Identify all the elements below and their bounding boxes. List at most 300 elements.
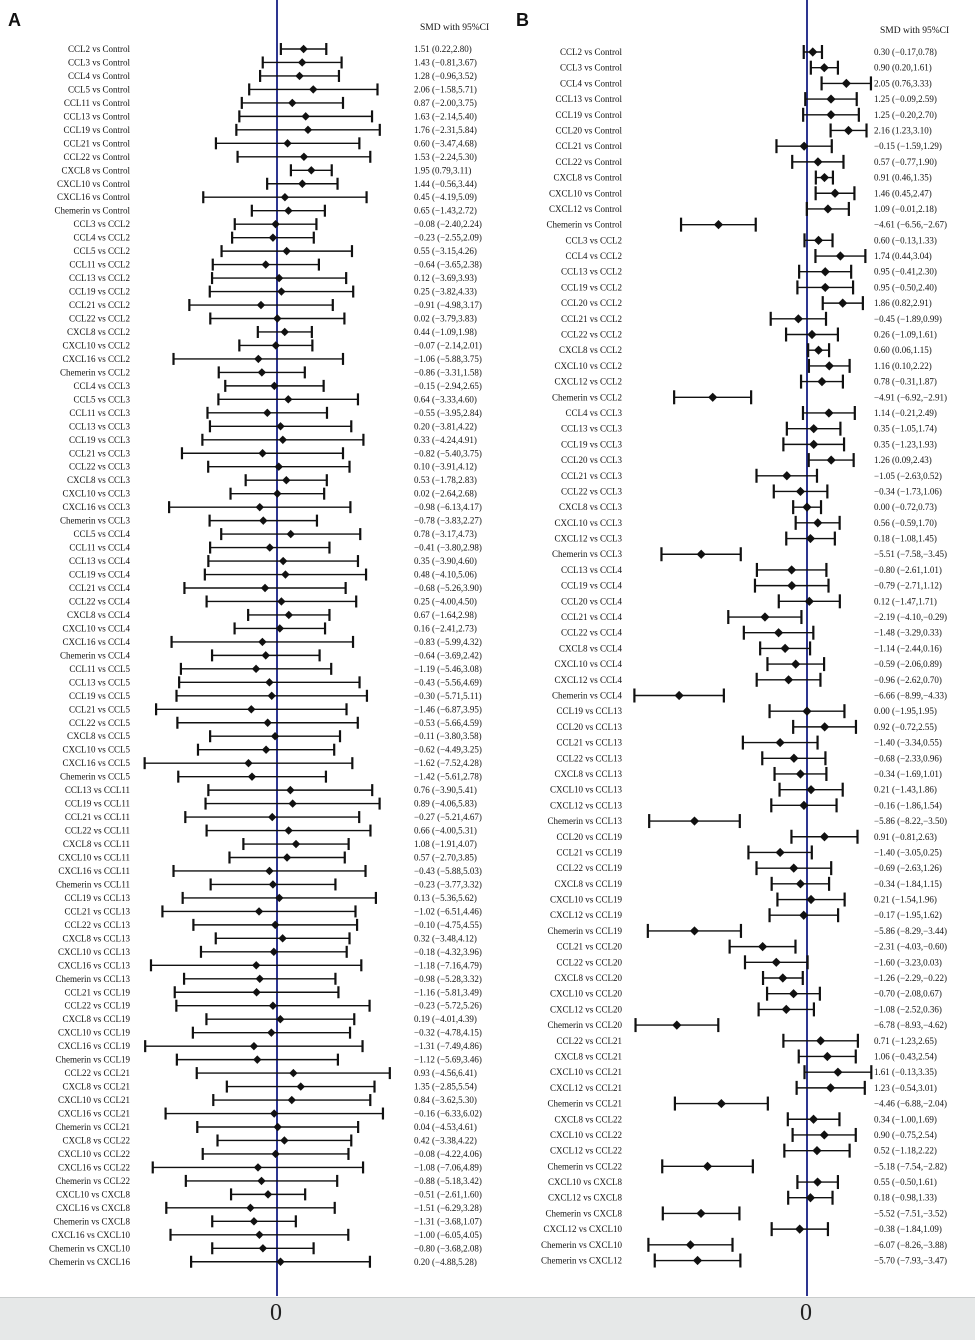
ci-text: 1.95 (0.79,3.11): [414, 165, 472, 176]
ci-text: 0.57 (−0.77,1.90): [874, 156, 937, 167]
row-label: CCL11 vs Control: [63, 97, 130, 108]
smd-point: [271, 732, 279, 740]
forest-row: [565, 406, 936, 420]
row-label: CCL22 vs CCL4: [68, 596, 130, 607]
smd-point: [789, 864, 798, 873]
forest-row: [554, 1112, 936, 1126]
smd-point: [263, 719, 271, 727]
smd-point: [690, 926, 699, 935]
forest-row: [69, 582, 482, 594]
row-label: CCL5 vs CCL3: [73, 394, 130, 405]
ci-text: 0.02 (−3.79,3.83): [414, 313, 477, 324]
row-label: Chemerin vs Control: [54, 205, 130, 216]
smd-point: [844, 126, 853, 135]
smd-point: [269, 233, 277, 241]
ci-text: −0.10 (−4.75,4.55): [414, 919, 482, 930]
ci-text: 1.28 (−0.96,3.52): [414, 70, 477, 81]
smd-point: [781, 644, 790, 653]
row-label: CCL22 vs CCL11: [64, 825, 130, 836]
forest-row: [560, 61, 932, 75]
row-label: CCL21 vs CCL19: [64, 987, 130, 998]
smd-point: [298, 58, 306, 66]
row-label: CXCL8 vs CCL13: [554, 768, 622, 779]
row-label: CXCL8 vs CCL3: [66, 475, 130, 486]
ci-text: 1.06 (−0.43,2.54): [874, 1051, 937, 1062]
smd-point: [287, 530, 295, 538]
row-label: CCL4 vs CCL3: [565, 407, 622, 418]
forest-row: [561, 422, 937, 436]
forest-row: [561, 484, 942, 498]
smd-point: [281, 570, 289, 578]
row-label: CXCL8 vs CCL5: [66, 731, 130, 742]
forest-row: [546, 1206, 947, 1220]
forest-row: [550, 1128, 937, 1142]
forest-row: [69, 299, 482, 311]
ci-text: 0.60 (−3.47,4.68): [414, 138, 477, 149]
row-label: Chemerin vs CCL2: [552, 392, 622, 403]
ci-text: 1.16 (0.10,2.22): [874, 360, 932, 371]
smd-point: [246, 1204, 254, 1212]
row-label: CCL13 vs CCL3: [560, 423, 622, 434]
ci-text: −0.15 (−1.59,1.29): [874, 141, 942, 152]
row-label: CXCL8 vs CCL13: [62, 933, 130, 944]
smd-point: [830, 189, 839, 198]
row-label: CXCL8 vs CCL21: [62, 1081, 130, 1092]
ci-text: 0.52 (−1.18,2.22): [874, 1145, 937, 1156]
forest-row: [63, 124, 476, 136]
row-label: CCL3 vs CCL2: [565, 235, 622, 246]
x-axis-strip: [0, 1297, 975, 1340]
ci-text: −6.78 (−8.93,−4.62): [874, 1020, 947, 1031]
smd-point: [714, 220, 723, 229]
smd-point: [248, 772, 256, 780]
ci-text: 1.51 (0.22,2.80): [414, 44, 472, 54]
ci-text: −0.43 (−5.88,5.03): [414, 865, 482, 876]
row-label: CXCL12 vs CCL3: [554, 533, 622, 544]
ci-text: −0.80 (−3.68,2.08): [414, 1243, 482, 1254]
forest-row: [56, 973, 482, 985]
forest-row: [67, 730, 482, 742]
forest-row: [550, 1081, 937, 1095]
row-label: CCL13 vs CCL4: [68, 556, 130, 567]
row-label: CCL19 vs CCL4: [560, 580, 622, 591]
ci-text: −4.46 (−6.88,−2.04): [874, 1098, 947, 1109]
forest-row: [58, 1108, 482, 1120]
row-label: CCL21 vs CCL5: [68, 704, 130, 715]
smd-point: [250, 1217, 258, 1225]
smd-point: [257, 1177, 265, 1185]
ci-text: 0.25 (−4.00,4.50): [414, 596, 477, 607]
smd-point: [277, 287, 285, 295]
ci-text: 1.53 (−2.24,5.30): [414, 151, 477, 162]
smd-point: [820, 173, 829, 182]
ci-text: 1.76 (−2.31,5.84): [414, 124, 477, 135]
forest-row: [553, 171, 931, 185]
smd-point: [787, 581, 796, 590]
forest-row: [541, 1254, 947, 1268]
forest-row: [56, 1202, 482, 1214]
row-label: CXCL10 vs CCL4: [554, 659, 622, 670]
forest-row: [556, 845, 941, 859]
forest-row: [69, 272, 477, 284]
forest-row: [60, 366, 482, 378]
smd-point: [262, 746, 270, 754]
ci-text: −5.86 (−8.29,−3.44): [874, 925, 947, 936]
ci-text: −1.18 (−7.16,4.79): [414, 960, 482, 971]
ci-text: 1.44 (−0.56,3.44): [414, 178, 477, 189]
ci-text: 1.25 (−0.20,2.70): [874, 109, 937, 120]
row-label: CXCL8 vs CCL19: [62, 1014, 130, 1025]
forest-row: [560, 45, 937, 59]
row-label: Chemerin vs CCL13: [55, 973, 130, 984]
forest-row: [62, 488, 476, 500]
smd-point: [816, 1036, 825, 1045]
row-label: CXCL12 vs CCL4: [554, 674, 622, 685]
forest-row: [51, 1229, 481, 1241]
forest-row: [73, 393, 476, 405]
smd-point: [690, 816, 699, 825]
row-label: CCL4 vs CCL2: [565, 251, 622, 262]
ci-text: 0.93 (−4.56,6.41): [414, 1068, 477, 1079]
ci-text: 0.91 (−0.81,2.63): [874, 831, 937, 842]
forest-row: [552, 547, 947, 561]
row-label: CXCL12 vs Control: [548, 203, 622, 214]
ci-text: −0.32 (−4.78,4.15): [414, 1027, 482, 1038]
forest-row: [556, 751, 941, 765]
ci-text: 1.74 (0.44,3.04): [874, 251, 932, 262]
forest-row: [554, 359, 931, 373]
ci-text: −0.68 (−5.26,3.90): [414, 583, 482, 593]
row-label: CCL20 vs CCL2: [560, 298, 622, 309]
forest-row: [565, 249, 931, 263]
forest-row: [561, 469, 942, 483]
smd-point: [820, 832, 829, 841]
smd-point: [697, 550, 706, 559]
forest-row: [550, 1144, 937, 1158]
ci-text: −0.80 (−2.61,1.01): [874, 564, 942, 575]
forest-row: [565, 233, 936, 247]
forest-row: [61, 164, 471, 176]
smd-point: [267, 1028, 275, 1036]
forest-row: [63, 838, 477, 850]
ci-text: −0.68 (−2.33,0.96): [874, 753, 942, 764]
row-label: CXCL10 vs CXCL8: [55, 1189, 130, 1200]
smd-point: [279, 436, 287, 444]
smd-point: [842, 79, 851, 88]
ci-text: 1.09 (−0.01,2.18): [874, 203, 937, 214]
row-label: CXCL8 vs Control: [553, 172, 622, 183]
forest-row: [561, 626, 942, 640]
forest-row: [49, 1256, 477, 1268]
smd-point: [820, 63, 829, 72]
forest-row: [56, 1121, 477, 1133]
smd-point: [283, 853, 291, 861]
row-label: CCL11 vs CCL2: [69, 259, 130, 270]
forest-row: [69, 407, 482, 419]
ci-text: 0.25 (−3.82,4.33): [414, 286, 477, 297]
smd-point: [250, 1042, 258, 1050]
forest-row: [548, 814, 947, 828]
ci-text: −0.43 (−5.56,4.69): [414, 677, 482, 688]
smd-point: [309, 85, 317, 93]
row-label: CXCL8 vs CCL22: [554, 1114, 622, 1125]
ci-text: 0.02 (−2.64,2.68): [414, 488, 477, 499]
forest-row: [556, 955, 941, 969]
row-label: CCL21 vs CCL11: [64, 812, 130, 823]
ci-text: −5.18 (−7.54,−2.82): [874, 1161, 947, 1172]
smd-point: [254, 1163, 262, 1171]
ci-text: 0.57 (−2.70,3.85): [414, 852, 477, 863]
row-label: CCL4 vs Control: [67, 70, 130, 81]
row-label: CXCL10 vs CCL5: [62, 744, 130, 755]
forest-row: [68, 56, 477, 68]
smd-point: [802, 503, 811, 512]
row-label: CXCL8 vs CCL4: [558, 643, 622, 654]
row-label: CCL5 vs CCL4: [73, 529, 130, 540]
smd-point: [836, 251, 845, 260]
forest-row: [556, 830, 936, 844]
ci-text: −0.08 (−4.22,4.06): [414, 1148, 482, 1159]
smd-point: [826, 94, 835, 103]
smd-point: [295, 72, 303, 80]
smd-point: [284, 826, 292, 834]
row-label: CXCL12 vs CCL21: [549, 1082, 622, 1093]
forest-row: [555, 155, 936, 169]
row-label: Chemerin vs CCL20: [547, 1020, 622, 1031]
smd-point: [273, 489, 281, 497]
smd-point: [833, 1068, 842, 1077]
ci-text: 0.71 (−1.23,2.65): [874, 1035, 937, 1046]
smd-point: [262, 651, 270, 659]
smd-point: [809, 440, 818, 449]
ci-text: 0.78 (−3.17,4.73): [414, 529, 477, 540]
smd-point: [278, 934, 286, 942]
forest-row: [62, 757, 481, 769]
forest-row: [548, 1097, 947, 1111]
forest-row: [548, 1175, 937, 1189]
forest-row: [65, 798, 477, 810]
row-label: CCL19 vs CCL5: [68, 690, 130, 701]
forest-row: [62, 501, 481, 513]
row-label: CXCL10 vs CCL13: [57, 946, 130, 957]
smd-point: [796, 879, 805, 888]
smd-point: [256, 503, 264, 511]
ci-text: 0.67 (−1.64,2.98): [414, 609, 477, 620]
row-label: CCL22 vs CCL4: [560, 627, 622, 638]
ci-text: 0.04 (−4.53,4.61): [414, 1122, 477, 1132]
row-label: CCL21 vs CCL13: [556, 737, 622, 748]
smd-point: [282, 247, 290, 255]
ci-text: 0.26 (−1.09,1.61): [874, 329, 937, 340]
row-label: CCL13 vs Control: [555, 94, 622, 105]
row-label: CCL22 vs Control: [63, 151, 130, 162]
ci-text: 0.48 (−4.10,5.06): [414, 569, 477, 580]
row-label: CCL19 vs CCL3: [560, 439, 622, 450]
row-label: CCL13 vs CCL5: [68, 677, 130, 688]
ci-text: −1.06 (−5.88,3.75): [414, 353, 482, 364]
row-label: CXCL10 vs CXCL8: [547, 1177, 622, 1188]
forest-row: [548, 1159, 947, 1173]
row-label: Chemerin vs CCL13: [547, 816, 622, 827]
ci-text: −0.64 (−3.69,2.42): [414, 650, 482, 661]
ci-text: 1.61 (−0.13,3.35): [874, 1067, 937, 1078]
ci-text: 0.30 (−0.17,0.78): [874, 47, 937, 57]
ci-text: 1.63 (−2.14,5.40): [414, 111, 477, 122]
forest-row: [559, 343, 932, 357]
row-label: CCL13 vs CCL4: [560, 564, 622, 575]
smd-point: [774, 628, 783, 637]
ci-text: −0.55 (−3.95,2.84): [414, 407, 482, 418]
row-label: CXCL12 vs CCL19: [549, 910, 622, 921]
smd-point: [281, 328, 289, 336]
smd-point: [271, 921, 279, 929]
ci-text: −0.18 (−4.32,3.96): [414, 946, 482, 957]
row-label: CCL11 vs CCL5: [69, 663, 130, 674]
ci-text: 0.19 (−4.01,4.39): [414, 1014, 477, 1025]
ci-text: 0.90 (0.20,1.61): [874, 62, 932, 73]
row-label: CXCL12 vs CCL22: [549, 1145, 622, 1156]
forest-row: [58, 1027, 482, 1039]
panel-letter: B: [516, 10, 529, 30]
smd-point: [282, 476, 290, 484]
forest-row: [69, 447, 482, 459]
smd-point: [776, 738, 785, 747]
smd-point: [820, 722, 829, 731]
ci-text: 0.60 (−0.13,1.33): [874, 235, 937, 246]
forest-row: [556, 1034, 936, 1048]
ci-text: −1.60 (−3.23,0.03): [874, 957, 942, 968]
smd-point: [289, 1069, 297, 1077]
row-label: CCL21 vs CCL3: [560, 470, 622, 481]
ci-text: −6.66 (−8.99,−4.33): [874, 690, 947, 701]
ci-text: −0.23 (−2.55,2.09): [414, 232, 482, 243]
ci-text: 2.16 (1.23,3.10): [874, 125, 932, 136]
forest-row: [58, 1040, 482, 1052]
row-label: CCL22 vs CCL19: [64, 1000, 130, 1011]
ci-text: 0.90 (−0.75,2.54): [874, 1129, 937, 1140]
forest-row: [67, 609, 477, 621]
smd-point: [717, 1099, 726, 1108]
smd-point: [795, 1225, 804, 1234]
forest-row: [58, 1094, 477, 1106]
smd-point: [796, 769, 805, 778]
forest-row: [63, 151, 476, 163]
row-label: CXCL12 vs CCL2: [554, 376, 622, 387]
row-label: CXCL10 vs CCL3: [554, 517, 622, 528]
ci-text: 0.95 (−0.41,2.30): [874, 266, 937, 277]
forest-row: [559, 641, 942, 655]
ci-text: −6.07 (−8.26,−3.88): [874, 1239, 947, 1250]
forest-row: [550, 798, 942, 812]
x-axis-zero-label-b: 0: [800, 1300, 812, 1326]
ci-text: −0.16 (−1.86,1.54): [874, 800, 942, 811]
forest-row: [555, 92, 936, 106]
smd-point: [255, 907, 263, 915]
smd-point: [696, 1209, 705, 1218]
smd-point: [784, 675, 793, 684]
ci-text: −4.61 (−6.56,−2.67): [874, 219, 947, 230]
row-label: Chemerin vs CCL21: [547, 1098, 622, 1109]
smd-point: [809, 424, 818, 433]
ci-text: 0.44 (−1.09,1.98): [414, 326, 477, 337]
row-label: CXCL10 vs CCL4: [62, 623, 130, 634]
forest-row: [73, 528, 476, 540]
ci-text: −0.86 (−3.31,1.58): [414, 367, 482, 378]
ci-text: −0.83 (−5.99,4.32): [414, 636, 482, 647]
smd-point: [269, 1002, 277, 1010]
forest-row: [62, 353, 481, 365]
ci-text: −0.98 (−5.28,3.32): [414, 973, 482, 984]
forest-row: [550, 783, 937, 797]
row-label: CXCL8 vs CCL19: [554, 878, 622, 889]
row-label: CXCL16 vs CCL5: [62, 758, 130, 769]
forest-row: [550, 1065, 937, 1079]
forest-row: [552, 390, 947, 404]
smd-point: [284, 395, 292, 403]
row-label: Chemerin vs CCL4: [60, 650, 130, 661]
smd-point: [672, 1020, 681, 1029]
forest-row: [69, 676, 482, 688]
row-label: CCL2 vs Control: [67, 44, 130, 54]
ci-text: 0.12 (−1.47,1.71): [874, 596, 937, 607]
smd-point: [826, 1083, 835, 1092]
row-label: Chemerin vs CCL3: [552, 549, 622, 560]
ci-text: −1.26 (−2.29,−0.22): [874, 973, 947, 984]
forest-row: [561, 579, 942, 593]
panel-letter: A: [8, 10, 21, 30]
forest-row: [556, 736, 941, 750]
row-label: CCL19 vs CCL3: [68, 434, 130, 445]
smd-point: [275, 463, 283, 471]
forest-row: [64, 892, 476, 904]
ci-text: 0.35 (−1.23,1.93): [874, 439, 937, 450]
row-label: Chemerin vs CCL21: [55, 1122, 130, 1132]
row-label: CCL22 vs Control: [555, 156, 622, 167]
smd-point: [703, 1162, 712, 1171]
forest-row: [60, 649, 482, 661]
row-label: CCL21 vs CCL19: [556, 847, 622, 858]
row-label: CXCL16 vs CCL19: [57, 1041, 130, 1052]
forest-row: [65, 784, 477, 796]
row-label: CXCL10 vs CCL2: [554, 360, 622, 371]
ci-text: 0.42 (−3.38,4.22): [414, 1135, 477, 1146]
ci-text: 0.53 (−1.78,2.83): [414, 475, 477, 486]
ci-text: −1.08 (−7.06,4.89): [414, 1162, 482, 1173]
forest-panel-b: [516, 0, 949, 1296]
row-label: CCL19 vs CCL13: [64, 892, 130, 903]
smd-point: [271, 220, 279, 228]
smd-point: [268, 813, 276, 821]
forest-row: [69, 569, 477, 581]
forest-row: [58, 852, 477, 864]
row-label: CCL3 vs Control: [559, 62, 622, 73]
forest-row: [68, 70, 477, 82]
ci-text: 1.23 (−0.54,3.01): [874, 1082, 937, 1093]
ci-text: −0.78 (−3.83,2.27): [414, 515, 482, 526]
smd-point: [796, 487, 805, 496]
row-label: CCL2 vs Control: [559, 47, 622, 57]
row-label: Chemerin vs CXCL12: [541, 1255, 622, 1266]
forest-row: [68, 43, 472, 55]
forest-row: [55, 205, 477, 217]
ci-text: −0.11 (−3.80,3.58): [414, 731, 482, 742]
ci-text: 2.06 (−1.58,5.71): [414, 84, 477, 95]
row-label: CCL19 vs CCL13: [556, 706, 622, 717]
ci-text: −1.12 (−5.69,3.46): [414, 1054, 482, 1065]
ci-text: −0.16 (−6.33,6.02): [414, 1108, 482, 1119]
row-label: CXCL10 vs CCL2: [62, 340, 130, 351]
ci-text: −0.64 (−3.65,2.38): [414, 259, 482, 270]
